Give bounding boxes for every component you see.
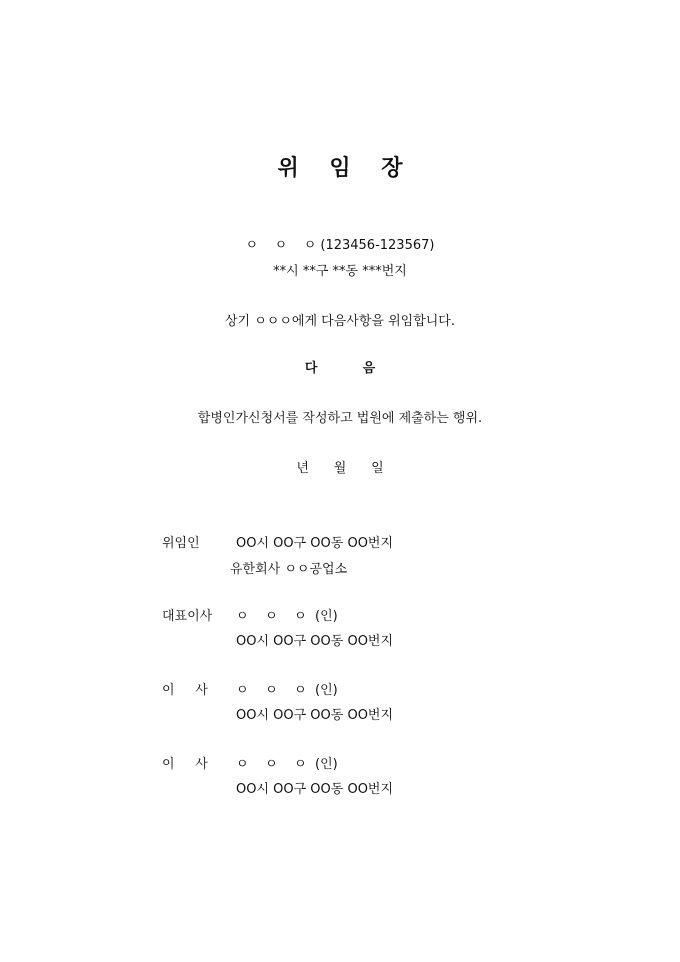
date-line: 년 월 일 — [296, 461, 384, 476]
principal-line: 유한회사 ㅇㅇ공업소 — [230, 562, 348, 577]
delegation-statement: 상기 ㅇㅇㅇ에게 다음사항을 위임합니다. — [224, 314, 455, 329]
principal-label: 이 사 — [162, 757, 208, 772]
principal-line: OO시 OO구 OO동 OO번지 — [236, 708, 394, 723]
principal-line: OO시 OO구 OO동 OO번지 — [236, 782, 394, 797]
principal-line: OO시 OO구 OO동 OO번지 — [236, 536, 394, 551]
document-title: 위 임 장 — [277, 156, 403, 181]
agent-name-line: ㅇ ㅇ ㅇ (123456-123567) — [245, 238, 435, 253]
principal-line: OO시 OO구 OO동 OO번지 — [236, 634, 394, 649]
agent-address-line: **시 **구 **동 ***번지 — [273, 264, 407, 279]
principal-line: ㅇ ㅇ ㅇ (인) — [236, 683, 338, 698]
principal-label: 위임인 — [162, 536, 200, 551]
principal-label: 대표이사 — [162, 609, 213, 624]
principal-label: 이 사 — [162, 683, 208, 698]
principal-line: ㅇ ㅇ ㅇ (인) — [236, 609, 338, 624]
section-heading: 다 음 — [304, 361, 376, 376]
principal-line: ㅇ ㅇ ㅇ (인) — [236, 757, 338, 772]
delegated-act: 합병인가신청서를 작성하고 법원에 제출하는 행위. — [197, 411, 483, 426]
